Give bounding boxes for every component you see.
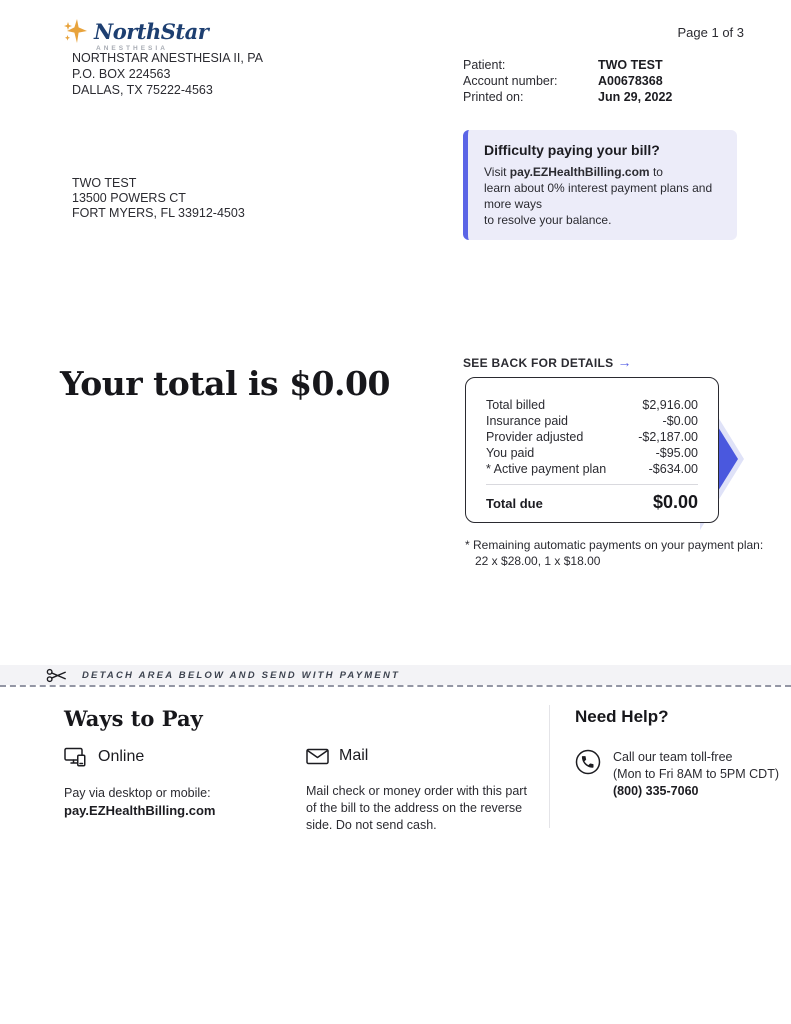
detach-label: DETACH AREA BELOW AND SEND WITH PAYMENT: [82, 669, 401, 681]
summary-label: You paid: [486, 446, 535, 460]
brand-subtitle: ANESTHESIA: [96, 45, 168, 52]
desktop-mobile-icon: [64, 747, 88, 767]
total-due-label: Total due: [486, 496, 543, 511]
detach-band: [0, 665, 791, 685]
printed-on-label: Printed on:: [463, 90, 524, 104]
patient-info: [463, 57, 672, 105]
payment-url-text: pay.EZHealthBilling.com: [509, 165, 650, 179]
account-number-label: Account number:: [463, 74, 558, 88]
summary-label: Total billed: [486, 398, 546, 412]
scissors-icon: [46, 668, 68, 683]
online-payment-url: pay.EZHealthBilling.com: [64, 803, 216, 818]
online-heading: Online: [98, 748, 145, 765]
patient-value: TWO TEST: [598, 58, 663, 72]
banner-line-2: learn about 0% interest payment plans and more ways: [484, 181, 713, 211]
mail-instructions: Mail check or money order with this part of the bill to the address on the reverse side. Do not send cash.: [306, 784, 527, 832]
phone-icon: [575, 749, 601, 775]
payment-plan-footnote: [465, 537, 763, 569]
difficulty-paying-banner: [463, 130, 737, 240]
summary-value: -$634.00: [648, 462, 698, 476]
see-back-for-details: [463, 354, 632, 370]
banner-line-1: [484, 164, 723, 180]
sender-address: [72, 50, 263, 98]
mail-payment-section: [306, 747, 540, 834]
summary-row-insurance-paid: [486, 413, 698, 429]
summary-total-row: [486, 492, 698, 513]
summary-value: -$95.00: [655, 446, 698, 460]
online-payment-section: [64, 747, 224, 819]
summary-row-provider-adjusted: [486, 429, 698, 445]
northstar-star-icon: [63, 18, 89, 44]
printed-on-row: [463, 89, 672, 105]
patient-row: [463, 57, 672, 73]
brand-name: NorthStar: [94, 18, 209, 44]
footnote-line-2: 22 x $28.00, 1 x $18.00: [475, 554, 601, 568]
sender-address-line: NORTHSTAR ANESTHESIA II, PA: [72, 51, 264, 65]
total-due-value: $0.00: [652, 492, 698, 512]
brand-logo: [63, 18, 208, 52]
recipient-address-line: TWO TEST: [72, 176, 137, 190]
right-arrow-icon: →: [617, 354, 632, 370]
account-number-value: A00678368: [598, 74, 663, 88]
mail-heading: Mail: [339, 747, 369, 764]
summary-value: -$2,187.00: [638, 430, 698, 444]
online-instructions: Pay via desktop or mobile:: [64, 786, 211, 800]
sender-address-line: P.O. BOX 224563: [72, 67, 171, 81]
need-help-line-1: Call our team toll-free: [613, 750, 733, 764]
printed-on-value: Jun 29, 2022: [598, 90, 673, 104]
envelope-icon: [306, 748, 329, 765]
need-help-section: [575, 707, 779, 800]
ways-to-pay-title: Ways to Pay: [64, 706, 203, 731]
recipient-address-line: FORT MYERS, FL 33912-4503: [72, 206, 245, 220]
patient-label: Patient:: [463, 58, 506, 72]
billing-summary-box: [465, 377, 719, 523]
summary-row-active-payment-plan: [486, 461, 698, 477]
summary-label: Provider adjusted: [486, 430, 584, 444]
total-headline: Your total is $0.00: [60, 364, 390, 403]
summary-value: $2,916.00: [642, 398, 698, 412]
summary-value: -$0.00: [662, 414, 698, 428]
need-help-phone-number: (800) 335-7060: [613, 784, 699, 798]
banner-after-link: to: [649, 165, 663, 179]
summary-row-total-billed: [486, 397, 698, 413]
summary-row-you-paid: [486, 445, 698, 461]
need-help-title: Need Help?: [575, 707, 669, 726]
account-number-row: [463, 73, 672, 89]
summary-label: Insurance paid: [486, 414, 569, 428]
recipient-address: [72, 176, 245, 221]
banner-line-3: to resolve your balance.: [484, 213, 612, 227]
banner-title: Difficulty paying your bill?: [484, 142, 660, 158]
banner-visit-text: Visit: [484, 165, 510, 179]
summary-divider: [486, 484, 698, 485]
summary-label: * Active payment plan: [486, 462, 607, 476]
page-indicator: Page 1 of 3: [677, 25, 744, 40]
need-help-line-2: (Mon to Fri 8AM to 5PM CDT): [613, 767, 779, 781]
footnote-line-1: * Remaining automatic payments on your payment plan:: [465, 538, 764, 552]
detach-dashed-line: [0, 685, 791, 687]
recipient-address-line: 13500 POWERS CT: [72, 191, 186, 205]
footer-vertical-divider: [549, 705, 550, 828]
see-back-label: SEE BACK FOR DETAILS: [463, 356, 614, 370]
sender-address-line: DALLAS, TX 75222-4563: [72, 83, 213, 97]
